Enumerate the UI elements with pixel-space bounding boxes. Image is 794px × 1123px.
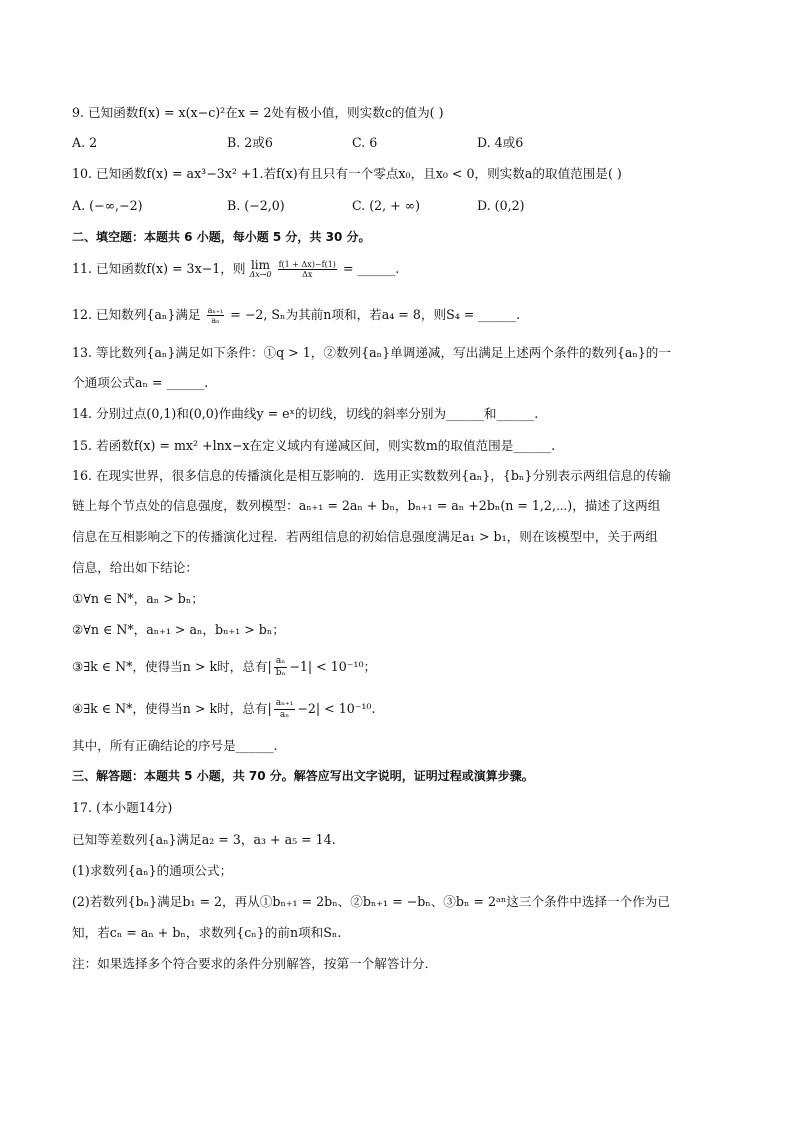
q16-c4-suffix: −2| < 10⁻¹⁰.	[297, 701, 376, 716]
q16-answer-prompt: 其中，所有正确结论的序号是______.	[72, 738, 278, 753]
q16-conclusion-3	[72, 654, 734, 680]
q11-suffix: = ______.	[342, 261, 400, 276]
q9-option-b: B. 2或6	[227, 135, 273, 150]
q12-suffix: = −2, Sₙ为其前n项和，若a₄ = 8，则S₄ = ______.	[230, 307, 521, 322]
q16-c3-denominator: bₙ	[275, 668, 286, 678]
q12-prefix: 12. 已知数列{aₙ}满足	[72, 307, 201, 322]
q13-line-1: 13. 等比数列{aₙ}满足如下条件：①q > 1，②数列{aₙ}单调递减，写出满足上述两个条件的数列{aₙ}的一	[72, 345, 671, 360]
q16-line-3: 信息在互相影响之下的传播演化过程．若两组信息的初始信息强度满足a₁ > b₁，则在该模型中，关于两组	[72, 529, 658, 544]
q10-stem: 10. 已知函数f(x) = ax³−3x² +1.若f(x)有且只有一个零点x₀，且x₀ < 0，则实数a的取值范围是( )	[72, 166, 622, 181]
q16-c4-denominator: aₙ	[279, 710, 290, 720]
q16-c3-prefix: ③∃k ∈ N*，使得当n > k时，总有|	[72, 659, 272, 674]
q9-options	[72, 134, 732, 152]
q17-part-2-line-2: 知，若cₙ = aₙ + bₙ，求数列{cₙ}的前n项和Sₙ.	[72, 925, 342, 940]
q16-c3-suffix: −1| < 10⁻¹⁰；	[289, 659, 377, 674]
q17-part-1: (1)求数列{aₙ}的通项公式；	[72, 863, 233, 878]
q16-line-1: 16. 在现实世界，很多信息的传播演化是相互影响的．选用正实数数列{aₙ}，{bₙ}分别表示两组信息的传输	[72, 468, 671, 483]
q13-line-2: 个通项公式aₙ = ______.	[72, 375, 209, 390]
q10-options	[72, 197, 732, 215]
q10-option-a: A. (−∞,−2)	[72, 198, 143, 213]
q10-option-c: C. (2, + ∞)	[352, 198, 421, 213]
q12	[72, 304, 734, 326]
q11-fraction-denominator: Δx	[302, 270, 313, 279]
q9-option-d: D. 4或6	[477, 135, 524, 150]
q12-fraction-denominator: aₙ	[211, 316, 220, 325]
q14: 14. 分别过点(0,1)和(0,0)作曲线y = eˣ的切线，切线的斜率分别为______和______.	[72, 406, 539, 421]
q10-option-b: B. (−2,0)	[227, 198, 285, 213]
q16-conclusion-4	[72, 696, 734, 722]
q16-conclusion-2: ②∀n ∈ N*，aₙ₊₁ > aₙ，bₙ₊₁ > bₙ；	[72, 622, 285, 637]
q16-c4-numerator: aₙ₊₁	[275, 698, 294, 708]
q16-c4-fraction	[274, 698, 296, 721]
q17-given: 已知等差数列{aₙ}满足a₂ = 3，a₃ + a₅ = 14.	[72, 832, 336, 847]
q17-part-2-line-1: (2)若数列{bₙ}满足b₁ = 2，再从①bₙ₊₁ = 2bₙ、②bₙ₊₁ = −bₙ、③bₙ = 2ᵃⁿ这三个条件中选择一个作为已	[72, 894, 670, 909]
q11	[72, 256, 734, 282]
q11-lim-subscript: Δx→0	[249, 269, 272, 279]
q16-line-4: 信息，给出如下结论：	[72, 560, 198, 575]
q16-conclusion-1: ①∀n ∈ N*，aₙ > bₙ；	[72, 591, 204, 606]
q11-prefix: 11. 已知函数f(x) = 3x−1，则	[72, 261, 246, 276]
q12-fraction-numerator: aₙ₊₁	[207, 306, 224, 315]
q11-fraction	[278, 260, 337, 279]
q9-option-c: C. 6	[352, 135, 378, 150]
q10-option-d: D. (0,2)	[477, 198, 525, 213]
q9-option-a: A. 2	[72, 135, 98, 150]
q12-fraction	[207, 306, 225, 325]
q16-c4-prefix: ④∃k ∈ N*，使得当n > k时，总有|	[72, 701, 272, 716]
q16-line-2: 链上每个节点处的信息强度，数列模型：aₙ₊₁ = 2aₙ + bₙ，bₙ₊₁ = aₙ +2bₙ(n = 1,2,⋯)，描述了这两组	[72, 498, 661, 513]
q15: 15. 若函数f(x) = mx² +lnx−x在定义域内有递减区间，则实数m的取值范围是______.	[72, 438, 556, 453]
q11-fraction-numerator: f(1 + Δx)−f(1)	[278, 260, 336, 269]
q17-note: 注：如果选择多个符合要求的条件分别解答，按第一个解答计分．	[72, 956, 438, 971]
q9-stem: 9. 已知函数f(x) = x(x−c)²在x = 2处有极小值，则实数c的值为( )	[72, 105, 444, 120]
q17-header: 17. (本小题14分)	[72, 800, 173, 815]
q16-c3-numerator: aₙ	[274, 656, 288, 668]
section-3-heading: 三、解答题：本题共 5 小题，共 70 分。解答应写出文字说明，证明过程或演算步骤。	[72, 769, 534, 783]
section-2-heading: 二、填空题：本题共 6 小题，每小题 5 分，共 30 分。	[72, 230, 371, 244]
q11-lim-label: lim	[250, 257, 271, 272]
q16-c3-fraction	[274, 656, 288, 679]
q11-limit	[249, 257, 272, 280]
